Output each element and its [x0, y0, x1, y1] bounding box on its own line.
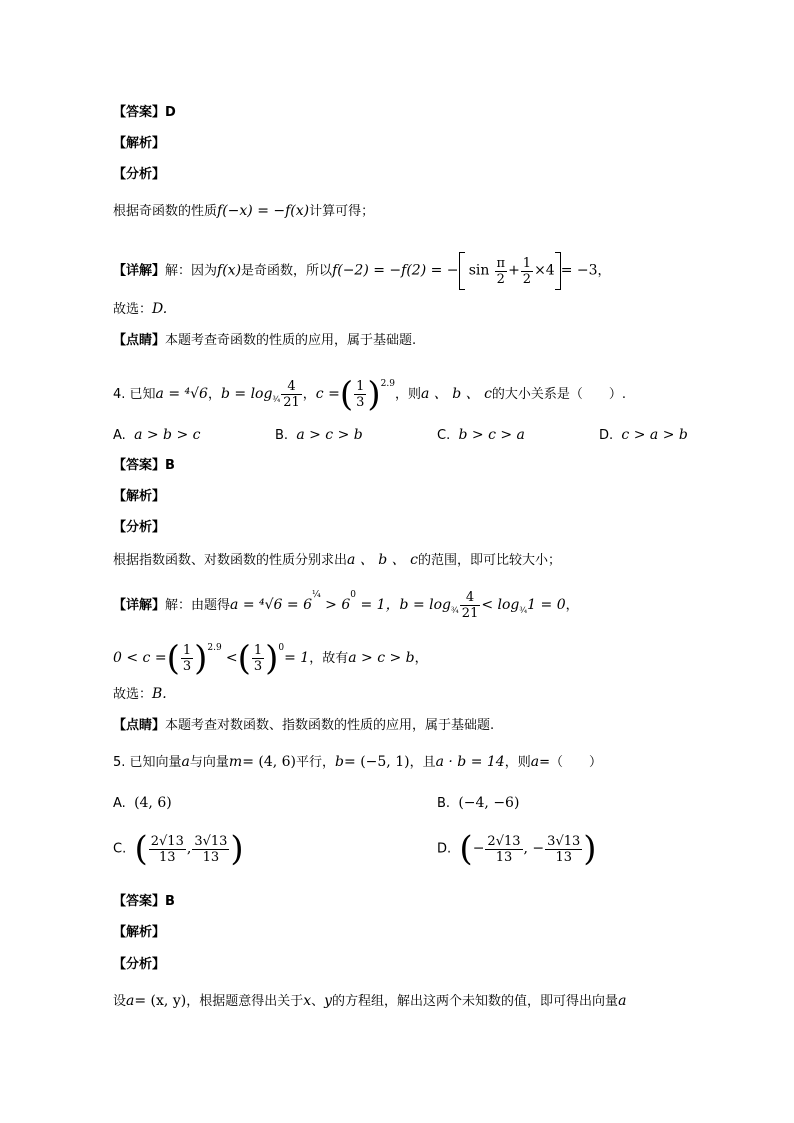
q5-option-d: D. (− $\frac{2√13}{13}$ , − $\frac{3√13}{13}$ ): [437, 829, 597, 869]
q5-option-c: C. ( $\frac{2√13}{13}$ , $\frac{3√13}{13}$ ): [113, 829, 244, 869]
q4-option-a: A. a > b > c: [113, 427, 201, 443]
q5-analysis: 设a= (x, y)，根据题意得出关于x、y的方程组，解出这两个未知数的值，即可得出向量a: [113, 993, 627, 1009]
q3-dianjing: 【点睛】本题考查奇函数的性质的应用，属于基础题.: [113, 333, 417, 348]
q4-fenxi: 【分析】: [113, 520, 166, 535]
q5-option-a: A. (4, 6): [113, 795, 172, 811]
q5-answer: 【答案】B: [113, 894, 175, 909]
q3-detail: 【详解】解：因为f(x)是奇函数，所以f(−2) = −f(2) = − sin $\frac{\pi}{2}$ + $\frac{1}{2}$ ×4 = −3，: [113, 252, 611, 290]
q5-stem: 5. 已知向量a与向量m= (4, 6)平行，b= (−5, 1)，且a · b = 14，则a=（ ）: [113, 754, 602, 770]
q4-option-b: B. a > c > b: [275, 427, 363, 443]
q5-option-b: B. (−4, −6): [437, 795, 520, 811]
q4-stem: 4. 已知a = ⁴√6，$b = \log_{\frac{3}{4}}$ $\frac{4}{21}$ ，c =( $\frac{1}{3}$ )$^{2.9}$，则a 、 b 、 c的大小关系是（ ）.: [113, 374, 627, 415]
q5-jiexi: 【解析】: [113, 925, 166, 940]
q4-analysis: 根据指数函数、对数函数的性质分别求出a 、 b 、 c的范围，即可比较大小；: [113, 552, 561, 568]
q4-option-c: C. b > c > a: [437, 427, 525, 443]
q4-answer: 【答案】B: [113, 458, 175, 473]
q4-guxuan: 故选：B.: [113, 686, 167, 702]
q3-jiexi: 【解析】: [113, 136, 166, 151]
q4-option-d: D. c > a > b: [599, 427, 688, 443]
q5-fenxi: 【分析】: [113, 957, 166, 972]
q4-detail: 【详解】解：由题得$a = ^4√6 = 6^{\frac{1}{4}} > 6^0 = 1$，$b = \log_{\frac{3}{4}}$ $\frac{4}{21}$ < $\log_{\frac{3}{4}}1 = 0$，: [113, 590, 579, 621]
q4-dianjing: 【点睛】本题考查对数函数、指数函数的性质的应用，属于基础题.: [113, 718, 495, 733]
q3-fenxi: 【分析】: [113, 167, 166, 182]
q3-guxuan: 故选：D.: [113, 301, 168, 317]
q3-answer: 【答案】D: [113, 105, 176, 120]
q4-jiexi: 【解析】: [113, 489, 166, 504]
q3-analysis: 根据奇函数的性质f(−x) = −f(x)计算可得；: [113, 203, 375, 219]
q4-detail-line2: 0 < c =( $\frac{1}{3}$ )$^{2.9}$ <( $\frac{1}{3}$ )$^0$= 1，故有a > c > b，: [113, 638, 428, 679]
